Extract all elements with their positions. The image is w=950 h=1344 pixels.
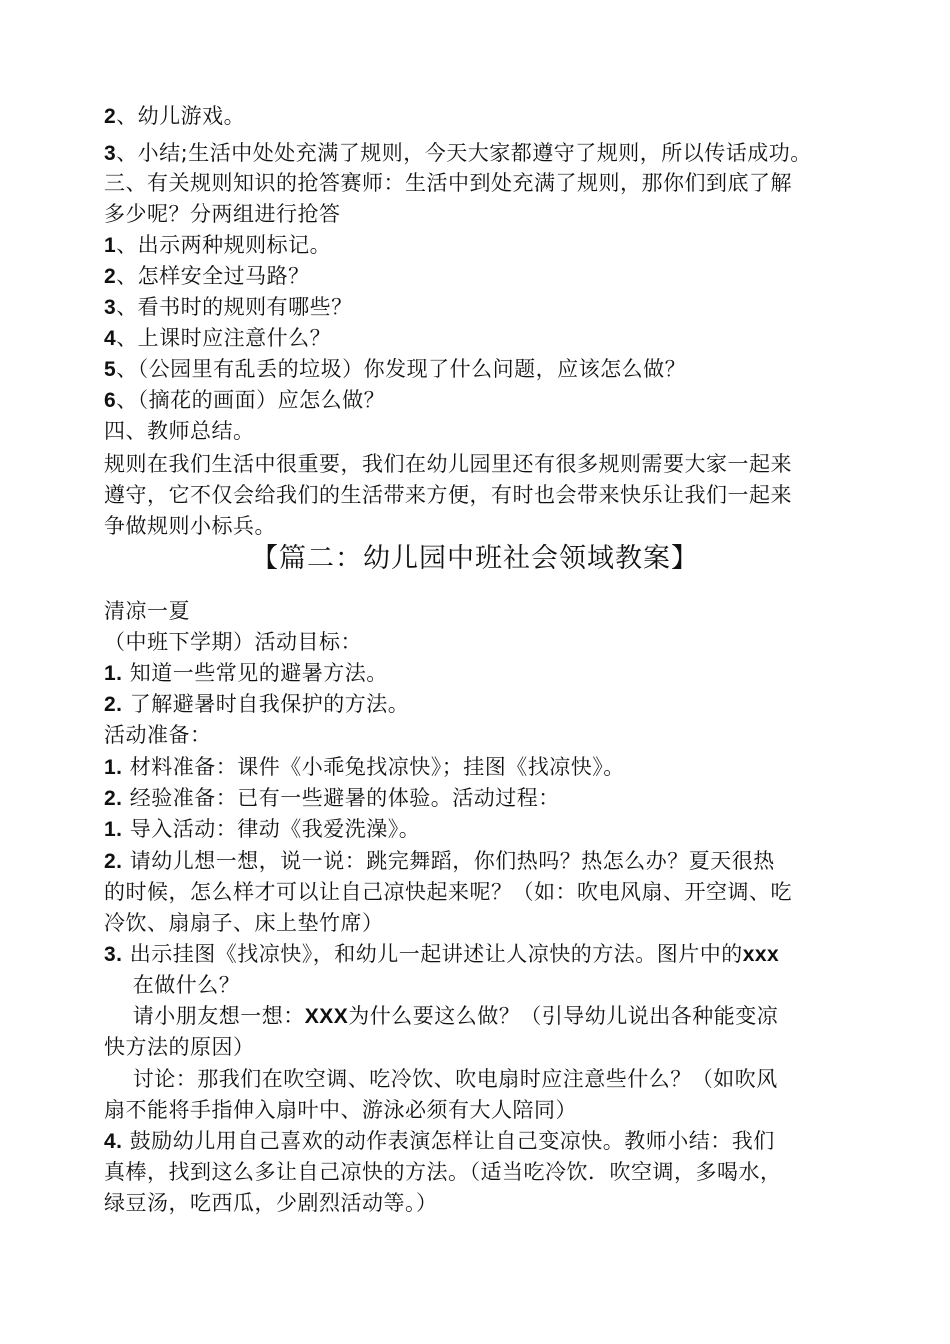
text-line: 4. 鼓励幼儿用自己喜欢的动作表演怎样让自己变凉快。教师小结：我们 [104, 1129, 775, 1153]
text-line: 2. 请幼儿想一想，说一说：跳完舞蹈，你们热吗？热怎么办？夏天很热 [104, 849, 775, 873]
text-line: 四、教师总结。 [104, 419, 255, 443]
text-line: 2. 经验准备：已有一些避暑的体验。活动过程： [104, 786, 560, 810]
text-line: 1. 导入活动：律动《我爱洗澡》。 [104, 817, 421, 841]
text-line: 2. 了解避暑时自我保护的方法。 [104, 692, 410, 716]
text-line: 1. 知道一些常见的避暑方法。 [104, 661, 388, 685]
text-line: 在做什么？ [104, 973, 241, 997]
text-line: 1. 材料准备：课件《小乖兔找凉快》；挂图《找凉快》。 [104, 755, 625, 779]
text-line: 清凉一夏 [104, 599, 190, 623]
text-line: 5、（公园里有乱丢的垃圾）你发现了什么问题，应该怎么做？ [104, 357, 687, 381]
text-line: 真棒，找到这么多让自己凉快的方法。（适当吃冷饮．吹空调，多喝水， [104, 1160, 782, 1184]
text-line: 规则在我们生活中很重要，我们在幼儿园里还有很多规则需要大家一起来 [104, 452, 792, 476]
text-line: 活动准备： [104, 723, 212, 747]
text-line: 多少呢？分两组进行抢答 [104, 202, 341, 226]
text-line: 三、有关规则知识的抢答赛师：生活中到处充满了规则，那你们到底了解 [104, 171, 792, 195]
text-line: 1、出示两种规则标记。 [104, 233, 332, 257]
text-line: 2、怎样安全过马路？ [104, 264, 310, 288]
text-line: 遵守，它不仅会给我们的生活带来方便，有时也会带来快乐让我们一起来 [104, 483, 792, 507]
text-line: 快方法的原因） [104, 1035, 255, 1059]
text-line: 扇不能将手指伸入扇叶中、游泳必须有大人陪同） [104, 1098, 577, 1122]
text-line: 4、上课时应注意什么？ [104, 326, 332, 350]
section-heading: 【篇二：幼儿园中班社会领域教案】 [251, 543, 699, 574]
text-line: 讨论：那我们在吹空调、吃冷饮、吹电扇时应注意些什么？（如吹风 [104, 1067, 778, 1091]
text-line: 6、（摘花的画面）应怎么做？ [104, 388, 386, 412]
text-line: 2、幼儿游戏。 [104, 104, 246, 128]
text-line: 3、小结;生活中处处充满了规则，今天大家都遵守了规则，所以传话成功。 [104, 141, 812, 165]
text-line: 争做规则小标兵。 [104, 514, 276, 538]
text-line: 的时候，怎么样才可以让自己凉快起来呢？（如：吹电风扇、开空调、吃 [104, 880, 792, 904]
text-line: 请小朋友想一想：XXX为什么要这么做？（引导幼儿说出各种能变凉 [104, 1004, 779, 1028]
text-line: 3. 出示挂图《找凉快》，和幼儿一起讲述让人凉快的方法。图片中的xxx [104, 942, 780, 966]
text-line: （中班下学期）活动目标： [104, 630, 362, 654]
text-line: 冷饮、扇扇子、床上垫竹席） [104, 911, 384, 935]
text-line: 绿豆汤，吃西瓜，少剧烈活动等。） [104, 1191, 438, 1215]
text-line: 3、看书时的规则有哪些？ [104, 295, 353, 319]
